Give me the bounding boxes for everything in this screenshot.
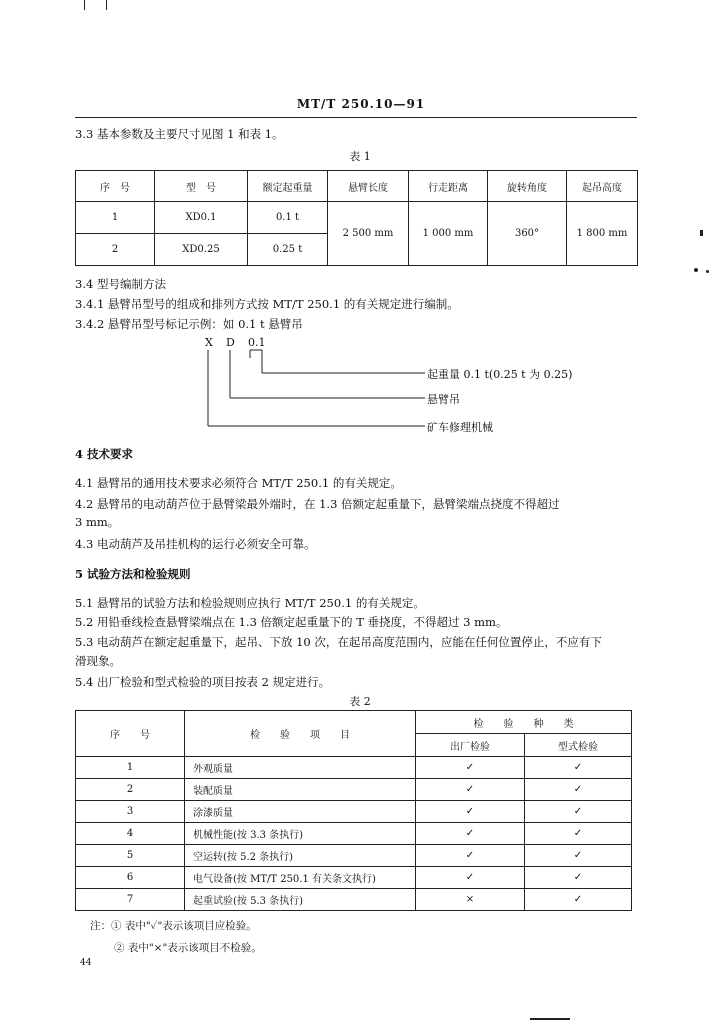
table2-col-factory: 出厂检验 bbox=[416, 734, 525, 757]
table2 bbox=[75, 710, 632, 911]
table2-cell-item: 电气设备(按 MT/T 250.1 有关条文执行) bbox=[185, 867, 416, 889]
section-4-1-text: 4.1 悬臂吊的通用技术要求必须符合 MT/T 250.1 的有关规定。 bbox=[75, 476, 402, 490]
section-5-3-text-cont: 滑现象。 bbox=[75, 654, 121, 668]
page-number: 44 bbox=[80, 958, 92, 968]
table-row bbox=[76, 823, 632, 845]
table2-cell-factory: × bbox=[416, 889, 525, 911]
table2-cell-type: ✓ bbox=[525, 889, 632, 911]
table-row bbox=[76, 801, 632, 823]
section-4-3-text: 4.3 电动葫芦及吊挂机构的运行必须安全可靠。 bbox=[75, 537, 316, 551]
table2-cell-factory: ✓ bbox=[416, 779, 525, 801]
table1-col-lift-height: 起吊高度 bbox=[567, 171, 638, 202]
table2-cell-no: 6 bbox=[76, 867, 185, 889]
section-5-2-text: 5.2 用铅垂线检查悬臂梁端点在 1.3 倍额定起重量下的 T 垂挠度，不得超过 3 mm。 bbox=[75, 615, 508, 629]
table1-col-rotation: 旋转角度 bbox=[488, 171, 567, 202]
table2-cell-type: ✓ bbox=[525, 823, 632, 845]
section-5-title: 5 试验方法和检验规则 bbox=[75, 567, 191, 581]
section-5-1-text: 5.1 悬臂吊的试验方法和检验规则应执行 MT/T 250.1 的有关规定。 bbox=[75, 596, 425, 610]
scan-mark bbox=[530, 1018, 570, 1020]
section-3-4-2-text: 3.4.2 悬臂吊型号标记示例：如 0.1 t 悬臂吊 bbox=[75, 317, 303, 331]
table2-cell-type: ✓ bbox=[525, 845, 632, 867]
table1-caption: 表 1 bbox=[349, 150, 371, 163]
table-row bbox=[76, 779, 632, 801]
table2-cell-type: ✓ bbox=[525, 779, 632, 801]
table1-cell-model: XD0.1 bbox=[155, 202, 248, 234]
table2-cell-no: 7 bbox=[76, 889, 185, 911]
table2-col-item: 检 验 项 目 bbox=[185, 711, 416, 757]
table2-cell-item: 起重试验(按 5.3 条执行) bbox=[185, 889, 416, 911]
table1-cell-no: 1 bbox=[76, 202, 155, 234]
table2-col-kind: 检 验 种 类 bbox=[416, 711, 632, 734]
table1 bbox=[75, 170, 638, 266]
table-row bbox=[76, 845, 632, 867]
diagram-code-d: D bbox=[226, 336, 235, 349]
table2-cell-factory: ✓ bbox=[416, 823, 525, 845]
table-row bbox=[76, 889, 632, 911]
table2-caption: 表 2 bbox=[349, 695, 371, 708]
table-row bbox=[76, 202, 638, 234]
diagram-leader-lines bbox=[200, 348, 430, 433]
table2-cell-item: 外观质量 bbox=[185, 757, 416, 779]
scan-mark bbox=[700, 230, 703, 236]
section-3-3-text: 3.3 基本参数及主要尺寸见图 1 和表 1。 bbox=[75, 127, 284, 141]
table1-cell-no: 2 bbox=[76, 234, 155, 266]
table2-cell-item: 装配质量 bbox=[185, 779, 416, 801]
table1-cell-lift-height: 1 800 mm bbox=[567, 202, 638, 266]
table2-cell-factory: ✓ bbox=[416, 801, 525, 823]
table1-cell-capacity: 0.25 t bbox=[248, 234, 328, 266]
table1-col-capacity: 额定起重量 bbox=[248, 171, 328, 202]
table2-cell-no: 3 bbox=[76, 801, 185, 823]
table2-col-type: 型式检验 bbox=[525, 734, 632, 757]
scan-mark bbox=[706, 270, 709, 273]
scan-mark bbox=[84, 0, 85, 10]
table2-header-row bbox=[76, 711, 632, 734]
table2-cell-factory: ✓ bbox=[416, 757, 525, 779]
table2-cell-no: 5 bbox=[76, 845, 185, 867]
header-rule bbox=[75, 117, 637, 118]
table2-cell-no: 1 bbox=[76, 757, 185, 779]
diagram-code-x: X bbox=[205, 336, 213, 349]
table2-col-no: 序 号 bbox=[76, 711, 185, 757]
standard-header: MT/T 250.10—91 bbox=[296, 97, 426, 111]
section-5-4-text: 5.4 出厂检验和型式检验的项目按表 2 规定进行。 bbox=[75, 675, 331, 689]
table1-col-travel: 行走距离 bbox=[409, 171, 488, 202]
section-5-3-text: 5.3 电动葫芦在额定起重量下，起吊、下放 10 次，在起吊高度范围内，应能在任何位置停止，不应有下 bbox=[75, 635, 602, 649]
section-4-2-text: 4.2 悬臂吊的电动葫芦位于悬臂梁最外端时，在 1.3 倍额定起重量下，悬臂梁端点挠度不得超过 bbox=[75, 497, 560, 511]
section-3-4-title: 3.4 型号编制方法 bbox=[75, 277, 166, 291]
table2-cell-no: 2 bbox=[76, 779, 185, 801]
table-row bbox=[76, 757, 632, 779]
table-row bbox=[76, 867, 632, 889]
note-1: 注：① 表中"✓"表示该项目应检验。 bbox=[90, 920, 257, 932]
table1-cell-model: XD0.25 bbox=[155, 234, 248, 266]
table1-cell-arm-length: 2 500 mm bbox=[328, 202, 409, 266]
section-4-2-text-cont: 3 mm。 bbox=[75, 515, 120, 529]
table2-cell-type: ✓ bbox=[525, 757, 632, 779]
diagram-label-mine-car-repair: 矿车修理机械 bbox=[427, 421, 493, 434]
table2-cell-item: 空运转(按 5.2 条执行) bbox=[185, 845, 416, 867]
table1-cell-rotation: 360° bbox=[488, 202, 567, 266]
diagram-label-jib-crane: 悬臂吊 bbox=[427, 393, 460, 406]
diagram-code-capacity: 0.1 bbox=[248, 336, 266, 349]
scan-mark bbox=[694, 268, 698, 272]
table2-cell-type: ✓ bbox=[525, 867, 632, 889]
table1-cell-capacity: 0.1 t bbox=[248, 202, 328, 234]
section-3-4-1-text: 3.4.1 悬臂吊型号的组成和排列方式按 MT/T 250.1 的有关规定进行编制。 bbox=[75, 297, 459, 311]
table2-cell-item: 涂漆质量 bbox=[185, 801, 416, 823]
table2-cell-item: 机械性能(按 3.3 条执行) bbox=[185, 823, 416, 845]
table1-col-no: 序 号 bbox=[76, 171, 155, 202]
table1-header-row bbox=[76, 171, 638, 202]
section-4-title: 4 技术要求 bbox=[75, 447, 134, 461]
table2-cell-no: 4 bbox=[76, 823, 185, 845]
table1-col-arm-length: 悬臂长度 bbox=[328, 171, 409, 202]
table1-col-model: 型 号 bbox=[155, 171, 248, 202]
table2-cell-factory: ✓ bbox=[416, 867, 525, 889]
table2-cell-type: ✓ bbox=[525, 801, 632, 823]
note-2: ② 表中"×"表示该项目不检验。 bbox=[114, 942, 262, 954]
table1-cell-travel: 1 000 mm bbox=[409, 202, 488, 266]
scan-mark bbox=[106, 0, 107, 10]
table2-cell-factory: ✓ bbox=[416, 845, 525, 867]
diagram-label-capacity: 起重量 0.1 t(0.25 t 为 0.25) bbox=[427, 368, 573, 381]
